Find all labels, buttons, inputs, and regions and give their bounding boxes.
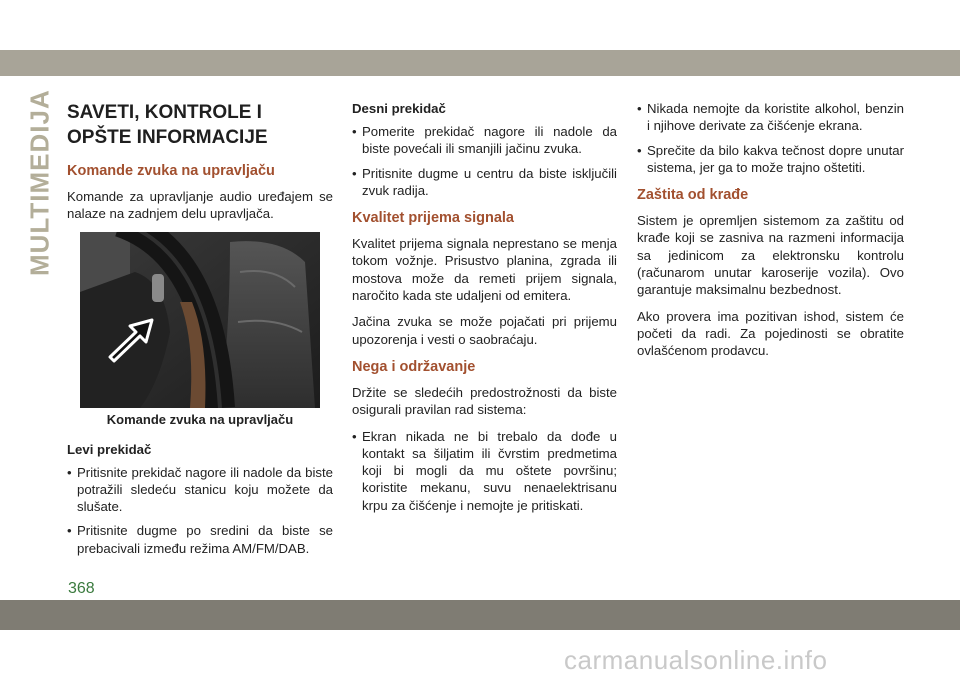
top-band [0, 50, 960, 76]
page-title-line2: OPŠTE INFORMACIJE [67, 127, 268, 148]
bottom-band [0, 600, 960, 630]
right-switch-heading: Desni prekidač [352, 101, 446, 116]
theft-protection-heading: Zaštita od krađe [637, 187, 749, 204]
figure-caption: Komande zvuka na upravljaču [106, 411, 294, 427]
column-3 [637, 100, 904, 369]
signal-quality-text-1: Kvalitet prijema signala neprestano se menja tokom vožnje. Prisustvo planina, zgrada ili mostova može da remeti prijem signala, naročito kada ste udaljeni od emitera. [352, 236, 617, 304]
signal-quality-text-2: Jačina zvuka se može pojačati pri prijemu upozorenja i vesti o saobraćaju. [352, 314, 617, 347]
left-switch-heading: Levi prekidač [67, 441, 152, 457]
list-item: • Pritisnite dugme po sredini da biste se prebacivali između režima AM/FM/DAB. [67, 523, 333, 556]
audio-controls-heading: Komande zvuka na upravljaču [67, 163, 275, 179]
steering-wheel-photo [80, 232, 320, 408]
list-item: • Pritisnite prekidač nagore ili nadole da biste potražili sledeću stanicu koju možete da slušate. [67, 464, 333, 515]
signal-quality-heading: Kvalitet prijema signala [352, 210, 514, 227]
watermark-text: carmanualsonline.info [564, 645, 828, 675]
theft-protection-text-1: Sistem je opremljen sistemom za zaštitu od krađe koji se zasniva na razmeni informacija sa jedinicom za elektronsku kontrolu (računarom unutar karoserije vozila). Ovo garantuje maksimalnu bezbednost. [637, 213, 904, 298]
column-1 [67, 100, 333, 565]
section-side-label: MULTIMEDIJA [24, 89, 55, 277]
page-title-line1: SAVETI, KONTROLE I [67, 102, 262, 123]
left-switch-list [67, 464, 333, 557]
steering-wheel-illustration [80, 232, 320, 408]
list-item: • Nikada nemojte da koristite alkohol, benzin i njihove derivate za čišćenje ekrana. [637, 101, 904, 134]
right-switch-list [352, 123, 617, 199]
care-heading: Nega i održavanje [352, 358, 476, 375]
list-item: • Pomerite prekidač nagore ili nadole da biste povećali ili smanjili jačinu zvuka. [352, 124, 617, 157]
list-item: • Pritisnite dugme u centru da biste isključili zvuk radija. [352, 165, 617, 198]
page-number: 368 [68, 580, 95, 597]
column-2 [352, 100, 617, 522]
theft-protection-text-2: Ako provera ima pozitivan ishod, sistem će početi da radi. Za pojedinosti se obratite ovlašćenom prodavcu. [637, 308, 904, 359]
care-list [352, 428, 617, 514]
care-list-continued [637, 100, 904, 176]
page-title [67, 100, 333, 150]
audio-controls-text: Komande za upravljanje audio uređajem se nalaze na zadnjem delu upravljača. [67, 189, 333, 222]
care-intro-text: Držite se sledećih predostrožnosti da biste osigurali pravilan rad sistema: [352, 384, 617, 418]
list-item: • Ekran nikada ne bi trebalo da dođe u kontakt sa šiljatim ili čvrstim predmetima koji bi mogli da mu oštete površinu; koristite mekanu, suvu nenaelektrisanu krpu za čišćenje i nemojte je pritiskati. [352, 428, 617, 513]
list-item: • Sprečite da bilo kakva tečnost dopre unutar sistema, jer ga to može trajno oštetiti. [637, 142, 904, 175]
